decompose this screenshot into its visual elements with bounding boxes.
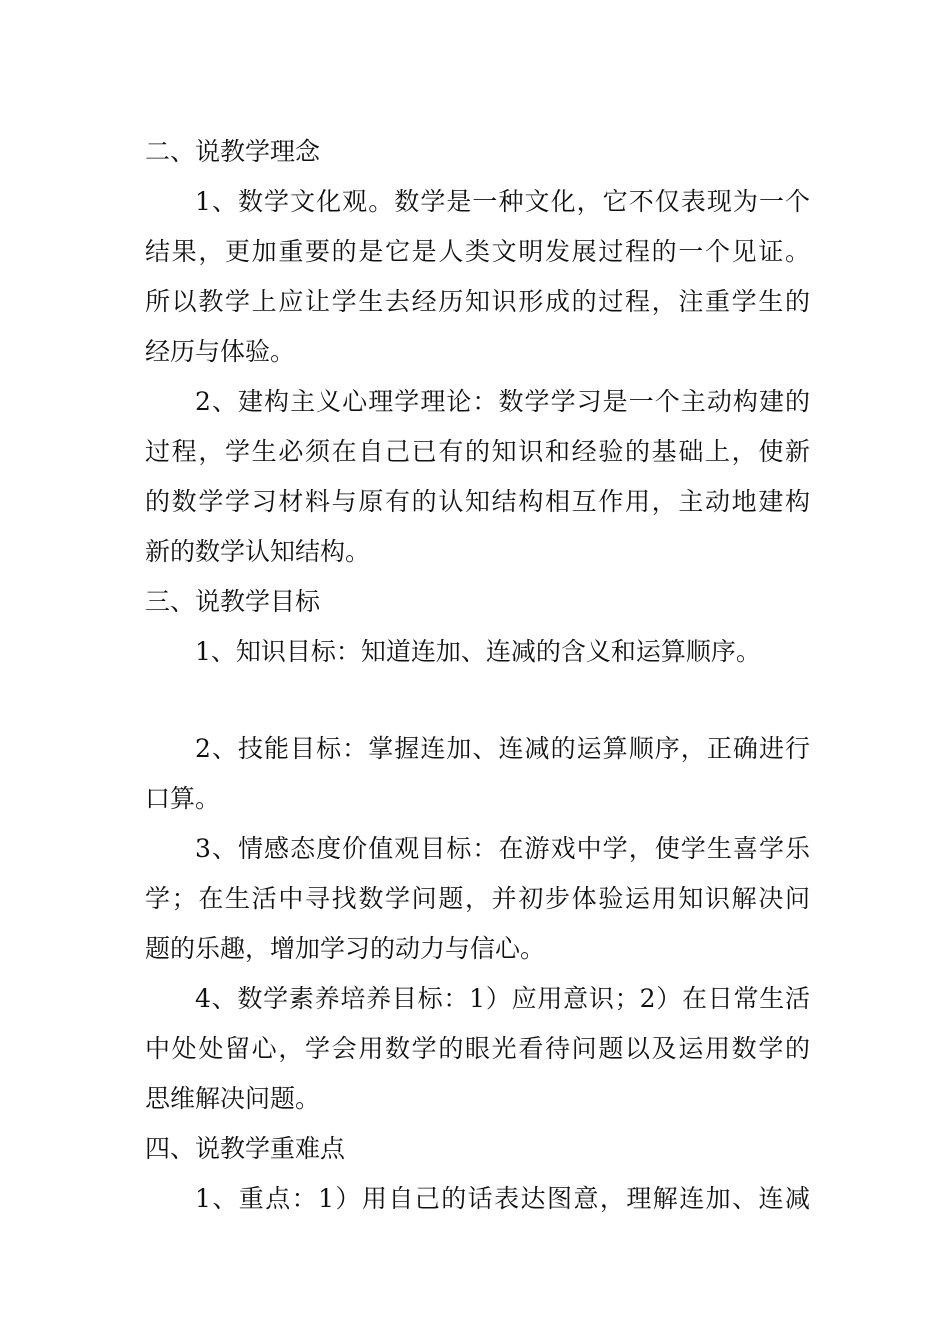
- paragraph-line: 1、重点：1）用自己的话表达图意，理解连加、连减: [195, 1184, 810, 1213]
- paragraph-line: 1、知识目标：知道连加、连减的含义和运算顺序。: [195, 637, 761, 666]
- paragraph-line: 结果，更加重要的是它是人类文明发展过程的一个见证。: [145, 237, 810, 266]
- paragraph-line: 思维解决问题。: [145, 1084, 321, 1113]
- paragraph-line: 1、数学文化观。数学是一种文化，它不仅表现为一个: [195, 187, 810, 216]
- paragraph-line: 中处处留心，学会用数学的眼光看待问题以及运用数学的: [145, 1034, 810, 1063]
- section-heading-teaching-philosophy: 二、说教学理念: [145, 137, 321, 166]
- paragraph-line: 2、技能目标：掌握连加、连减的运算顺序，正确进行: [195, 734, 810, 763]
- paragraph-line: 经历与体验。: [145, 337, 296, 366]
- paragraph-line: 3、情感态度价值观目标：在游戏中学，使学生喜学乐: [195, 834, 810, 863]
- paragraph-line: 新的数学认知结构。: [145, 537, 371, 566]
- section-heading-teaching-objectives: 三、说教学目标: [145, 587, 321, 616]
- paragraph-line: 学；在生活中寻找数学问题，并初步体验运用知识解决问: [145, 884, 810, 913]
- section-heading-key-points: 四、说教学重难点: [145, 1134, 346, 1163]
- paragraph-line: 题的乐趣，增加学习的动力与信心。: [145, 934, 546, 963]
- paragraph-line: 4、数学素养培养目标：1）应用意识；2）在日常生活: [195, 984, 810, 1013]
- paragraph-line: 2、建构主义心理学理论：数学学习是一个主动构建的: [195, 387, 810, 416]
- paragraph-line: 所以教学上应让学生去经历知识形成的过程，注重学生的: [145, 287, 810, 316]
- paragraph-line: 口算。: [145, 784, 221, 813]
- paragraph-line: 的数学学习材料与原有的认知结构相互作用，主动地建构: [145, 487, 810, 516]
- paragraph-line: 过程，学生必须在自己已有的知识和经验的基础上，使新: [145, 437, 810, 466]
